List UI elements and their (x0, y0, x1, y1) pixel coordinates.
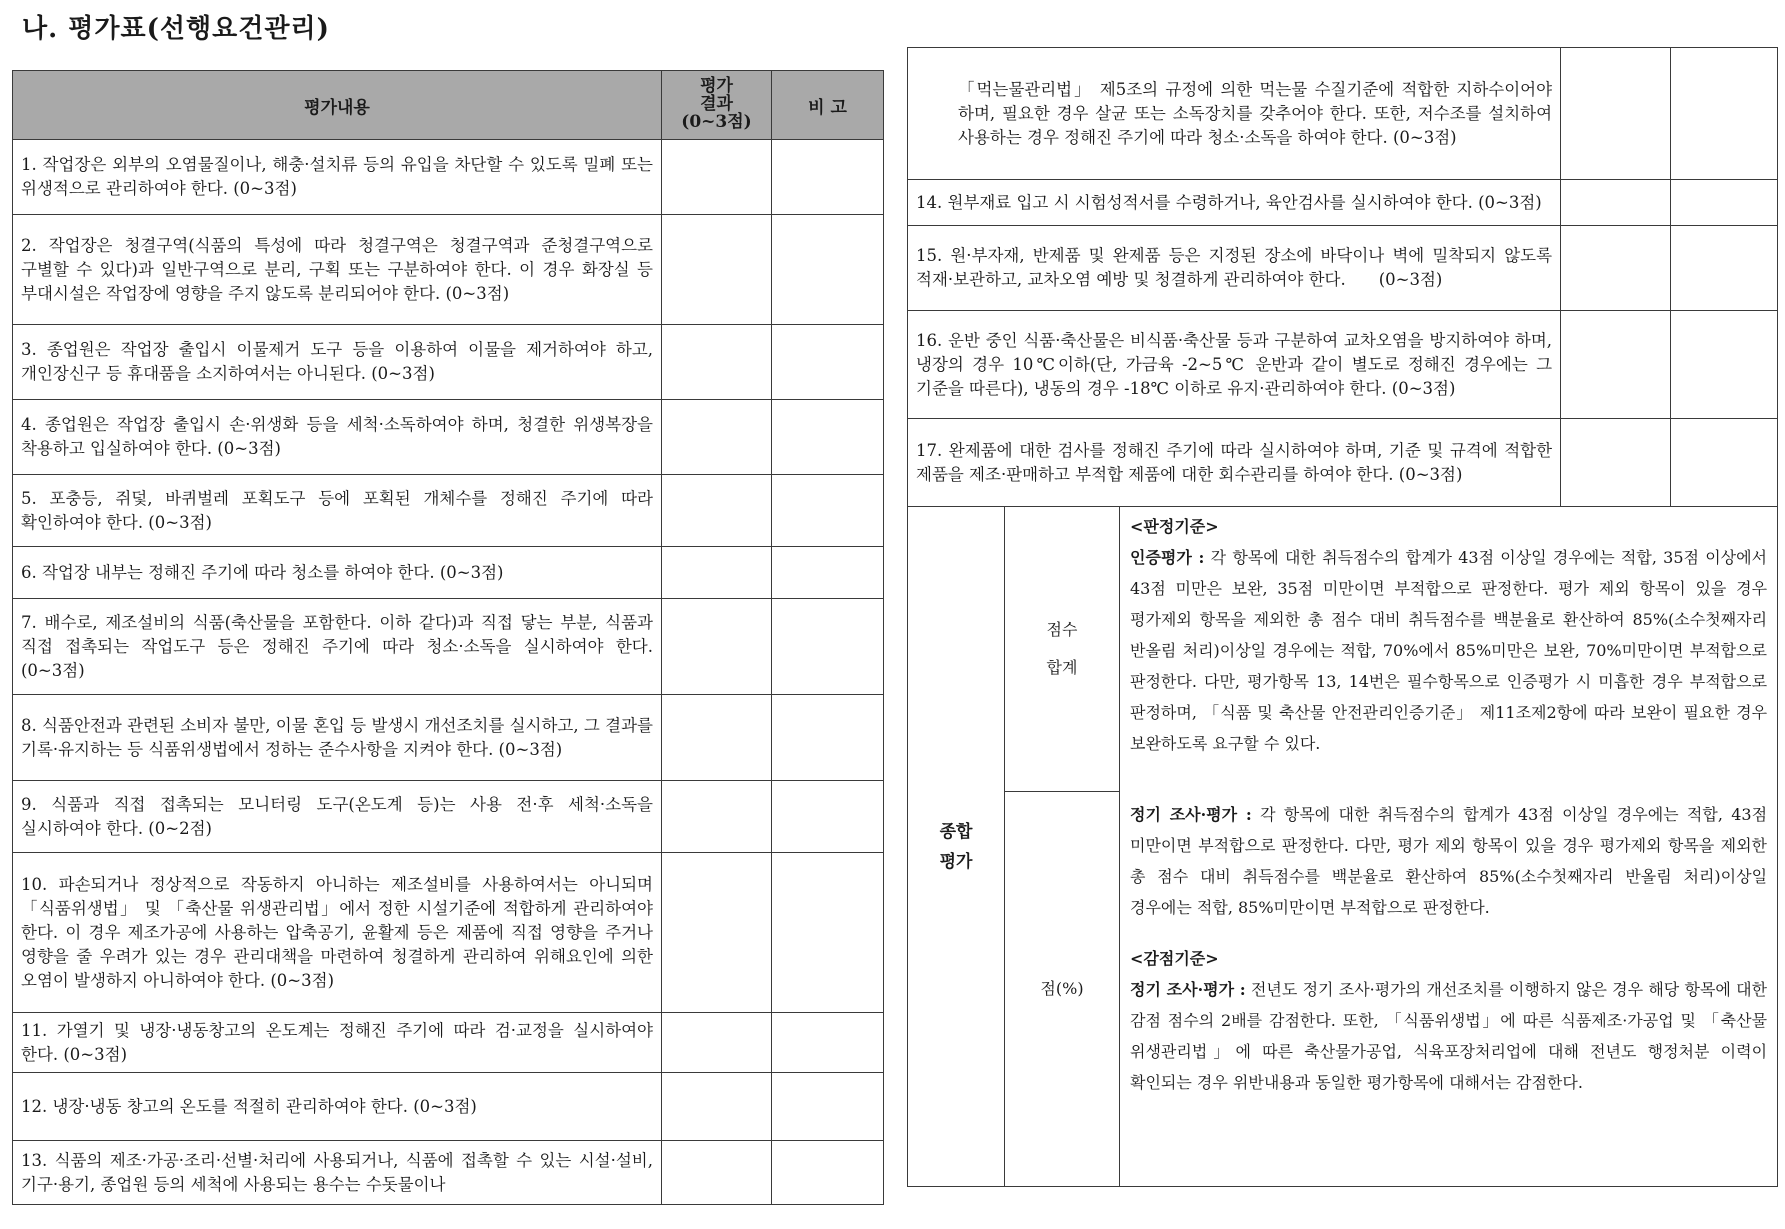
note-cell[interactable] (772, 599, 884, 695)
item-text: 14. 원부재료 입고 시 시험성적서를 수령하거나, 육안검사를 실시하여야 한다. (0~3점) (908, 180, 1561, 226)
item-text: 3. 종업원은 작업장 출입시 이물제거 도구 등을 이용하여 이물을 제거하여야 하고, 개인장신구 등 휴대품을 소지하여서는 아니된다. (0~3점) (13, 325, 662, 400)
note-cell[interactable] (772, 695, 884, 781)
score-cell[interactable] (662, 1141, 772, 1205)
header-note: 비 고 (772, 71, 884, 140)
evaluation-table-right (907, 47, 1778, 1187)
note-cell[interactable] (772, 400, 884, 475)
table-row (13, 1073, 884, 1141)
table-row (13, 1013, 884, 1073)
score-cell[interactable] (1561, 419, 1671, 507)
score-cell[interactable] (662, 140, 772, 215)
note-cell[interactable] (1671, 180, 1778, 226)
score-cell[interactable] (1561, 226, 1671, 311)
note-cell[interactable] (772, 1073, 884, 1141)
item-text: 11. 가열기 및 냉장·냉동창고의 온도계는 정해진 주기에 따라 검·교정을 실시하여야 한다. (0~3점) (13, 1013, 662, 1073)
score-cell[interactable] (662, 325, 772, 400)
header-score-text: 평가 결과 (0~3점) (681, 76, 752, 132)
item-text: 6. 작업장 내부는 정해진 주기에 따라 청소를 하여야 한다. (0~3점) (13, 547, 662, 599)
item-text: 「먹는물관리법」 제5조의 규정에 의한 먹는물 수질기준에 적합한 지하수이어야 하며, 필요한 경우 살균 또는 소독장치를 갖추어야 한다. 또한, 저수조를 설치하여 사용하는 경우 정해진 주기에 따라 청소·소독을 하여야 한다. (0~3점) (908, 48, 1561, 180)
item-text: 1. 작업장은 외부의 오염물질이나, 해충·설치류 등의 유입을 차단할 수 있도록 밀폐 또는 위생적으로 관리하여야 한다. (0~3점) (13, 140, 662, 215)
summary-row-total (908, 507, 1778, 792)
summary-label (908, 507, 1005, 1187)
note-cell[interactable] (772, 781, 884, 853)
cert-lead: 인증평가 : (1130, 548, 1205, 567)
table-row (13, 325, 884, 400)
note-cell[interactable] (772, 325, 884, 400)
table-row (13, 475, 884, 547)
criteria-cell (1120, 507, 1778, 1187)
score-cell[interactable] (662, 853, 772, 1013)
table-row (13, 140, 884, 215)
note-cell[interactable] (772, 1141, 884, 1205)
item-text: 2. 작업장은 청결구역(식품의 특성에 따라 청결구역은 청결구역과 준청결구역으로 구별할 수 있다)과 일반구역으로 분리, 구획 또는 구분하여야 한다. 이 경우 화장실 등 부대시설은 작업장에 영향을 주지 않도록 분리되어야 한다. (0~3점) (13, 215, 662, 325)
item-text: 5. 포충등, 쥐덫, 바퀴벌레 포획도구 등에 포획된 개체수를 정해진 주기에 따라 확인하여야 한다. (0~3점) (13, 475, 662, 547)
score-cell[interactable] (1561, 48, 1671, 180)
table-row (13, 400, 884, 475)
table-row (908, 311, 1778, 419)
item-text: 16. 운반 중인 식품·축산물은 비식품·축산물 등과 구분하여 교차오염을 방지하여야 하며, 냉장의 경우 10℃이하(단, 가금육 -2~5℃ 운반과 같이 별도로 정해진 경우에는 그 기준을 따른다), 냉동의 경우 -18℃ 이하로 유지·관리하여야 한다. (0~3점) (908, 311, 1561, 419)
score-total-label (1005, 507, 1120, 792)
table-row (908, 48, 1778, 180)
page-title: 나. 평가표(선행요건관리) (22, 14, 330, 44)
item-text: 9. 식품과 직접 접촉되는 모니터링 도구(온도계 등)는 사용 전·후 세척·소독을 실시하여야 한다. (0~2점) (13, 781, 662, 853)
table-row (908, 419, 1778, 507)
note-cell[interactable] (1671, 311, 1778, 419)
score-cell[interactable] (662, 547, 772, 599)
table-row (13, 695, 884, 781)
item-text: 7. 배수로, 제조설비의 식품(축산물을 포함한다. 이하 같다)과 직접 닿는 부분, 식품과 직접 접촉되는 작업도구 등은 정해진 주기에 따라 청소·소독을 실시하여야 한다. (0~3점) (13, 599, 662, 695)
deduct-lead: 정기 조사·평가 : (1130, 980, 1246, 999)
score-total-text: 점수 합계 (1046, 620, 1078, 677)
note-cell[interactable] (772, 475, 884, 547)
item-text: 17. 완제품에 대한 검사를 정해진 주기에 따라 실시하여야 하며, 기준 및 규격에 적합한 제품을 제조·판매하고 부적합 제품에 대한 회수관리를 하여야 한다. (0~3점) (908, 419, 1561, 507)
item-text: 10. 파손되거나 정상적으로 작동하지 아니하는 제조설비를 사용하여서는 아니되며 「식품위생법」 및 「축산물 위생관리법」에서 정한 시설기준에 적합하게 관리하여야 한다. 이 경우 제조가공에 사용하는 압축공기, 윤활제 등은 제품에 직접 영향을 주거나 영향을 줄 우려가 있는 경우 관리대책을 마련하여 청결하게 관리하여 위해요인에 의한 오염이 발생하지 아니하여야 한다. (0~3점) (13, 853, 662, 1013)
score-cell[interactable] (1561, 311, 1671, 419)
table-row (908, 226, 1778, 311)
note-cell[interactable] (1671, 226, 1778, 311)
spacer (1130, 923, 1767, 943)
table-row (13, 215, 884, 325)
header-score (662, 71, 772, 140)
regular-text: 각 항목에 대한 취득점수의 합계가 43점 이상일 경우에는 적합, 43점 미만이면 부적합으로 판정한다. 다만, 평가 제외 항목이 있을 경우 평가제외 항목을 제외한 총 점수 대비 취득점수를 백분율로 환산하여 85%(소수첫째자리 반올림 처리)이상일 경우에는 적합, 85%미만이면 부적합으로 판정한다. (1130, 805, 1768, 917)
score-cell[interactable] (662, 215, 772, 325)
score-cell[interactable] (662, 599, 772, 695)
table-row (908, 180, 1778, 226)
deduct-criteria (1130, 974, 1767, 1098)
evaluation-table-left (12, 70, 884, 1205)
table-row (13, 599, 884, 695)
summary-label-text: 종합 평가 (939, 821, 973, 872)
cert-text: 각 항목에 대한 취득점수의 합계가 43점 이상일 경우에는 적합, 35점 이상에서 43점 미만은 보완, 35점 미만이면 부적합으로 판정한다. 평가 제외 항목이 있을 경우 평가제외 항목을 제외한 총 점수 대비 취득점수를 백분율로 환산하여 85%(소수첫째자리 반올림 처리)이상일 경우에는 적합, 70%에서 85%미만은 보완, 70%미만이면 부적합으로 판정한다. 다만, 평가항목 13, 14번은 필수항목으로 인증평가 시 미흡한 경우 부적합으로 판정하며, 「식품 및 축산물 안전관리인증기준」 제11조제2항에 따라 보완이 필요한 경우 보완하도록 요구할 수 있다. (1130, 548, 1768, 753)
score-cell[interactable] (1561, 180, 1671, 226)
note-cell[interactable] (1671, 48, 1778, 180)
percent-label: 점(%) (1005, 792, 1120, 1187)
score-cell[interactable] (662, 400, 772, 475)
header-content: 평가내용 (13, 71, 662, 140)
note-cell[interactable] (772, 853, 884, 1013)
table-header-row (13, 71, 884, 140)
regular-lead: 정기 조사·평가 : (1130, 805, 1252, 824)
table-row (13, 781, 884, 853)
item-text: 15. 원·부자재, 반제품 및 완제품 등은 지정된 장소에 바닥이나 벽에 밀착되지 않도록 적재·보관하고, 교차오염 예방 및 청결하게 관리하여야 한다. (0~3점) (908, 226, 1561, 311)
score-cell[interactable] (662, 695, 772, 781)
table-row (13, 1141, 884, 1205)
criteria-heading: <판정기준> (1130, 517, 1219, 536)
table-row (13, 547, 884, 599)
note-cell[interactable] (772, 547, 884, 599)
item-text: 13. 식품의 제조·가공·조리·선별·처리에 사용되거나, 식품에 접촉할 수 있는 시설·설비, 기구·용기, 종업원 등의 세척에 사용되는 용수는 수돗물이나 (13, 1141, 662, 1205)
item-text: 4. 종업원은 작업장 출입시 손·위생화 등을 세척·소독하여야 하며, 청결한 위생복장을 착용하고 입실하여야 한다. (0~3점) (13, 400, 662, 475)
cert-criteria (1130, 542, 1767, 759)
score-cell[interactable] (662, 1013, 772, 1073)
spacer (1130, 759, 1767, 799)
note-cell[interactable] (772, 140, 884, 215)
deduct-text: 전년도 정기 조사·평가의 개선조치를 이행하지 않은 경우 해당 항목에 대한 감점 점수의 2배를 감점한다. 또한, 「식품위생법」에 따른 식품제조·가공업 및 「축산물 위생관리법」에 따른 축산물가공업, 식육포장처리업에 대해 전년도 행정처분 이력이 확인되는 경우 위반내용과 동일한 평가항목에 대해서는 감점한다. (1130, 980, 1768, 1092)
score-cell[interactable] (662, 475, 772, 547)
score-cell[interactable] (662, 1073, 772, 1141)
score-cell[interactable] (662, 781, 772, 853)
regular-criteria (1130, 799, 1767, 923)
note-cell[interactable] (772, 1013, 884, 1073)
item-text: 8. 식품안전과 관련된 소비자 불만, 이물 혼입 등 발생시 개선조치를 실시하고, 그 결과를 기록·유지하는 등 식품위생법에서 정하는 준수사항을 지켜야 한다. (0~3점) (13, 695, 662, 781)
note-cell[interactable] (772, 215, 884, 325)
item-text: 12. 냉장·냉동 창고의 온도를 적절히 관리하여야 한다. (0~3점) (13, 1073, 662, 1141)
table-row (13, 853, 884, 1013)
note-cell[interactable] (1671, 419, 1778, 507)
deduct-heading: <감점기준> (1130, 949, 1219, 968)
